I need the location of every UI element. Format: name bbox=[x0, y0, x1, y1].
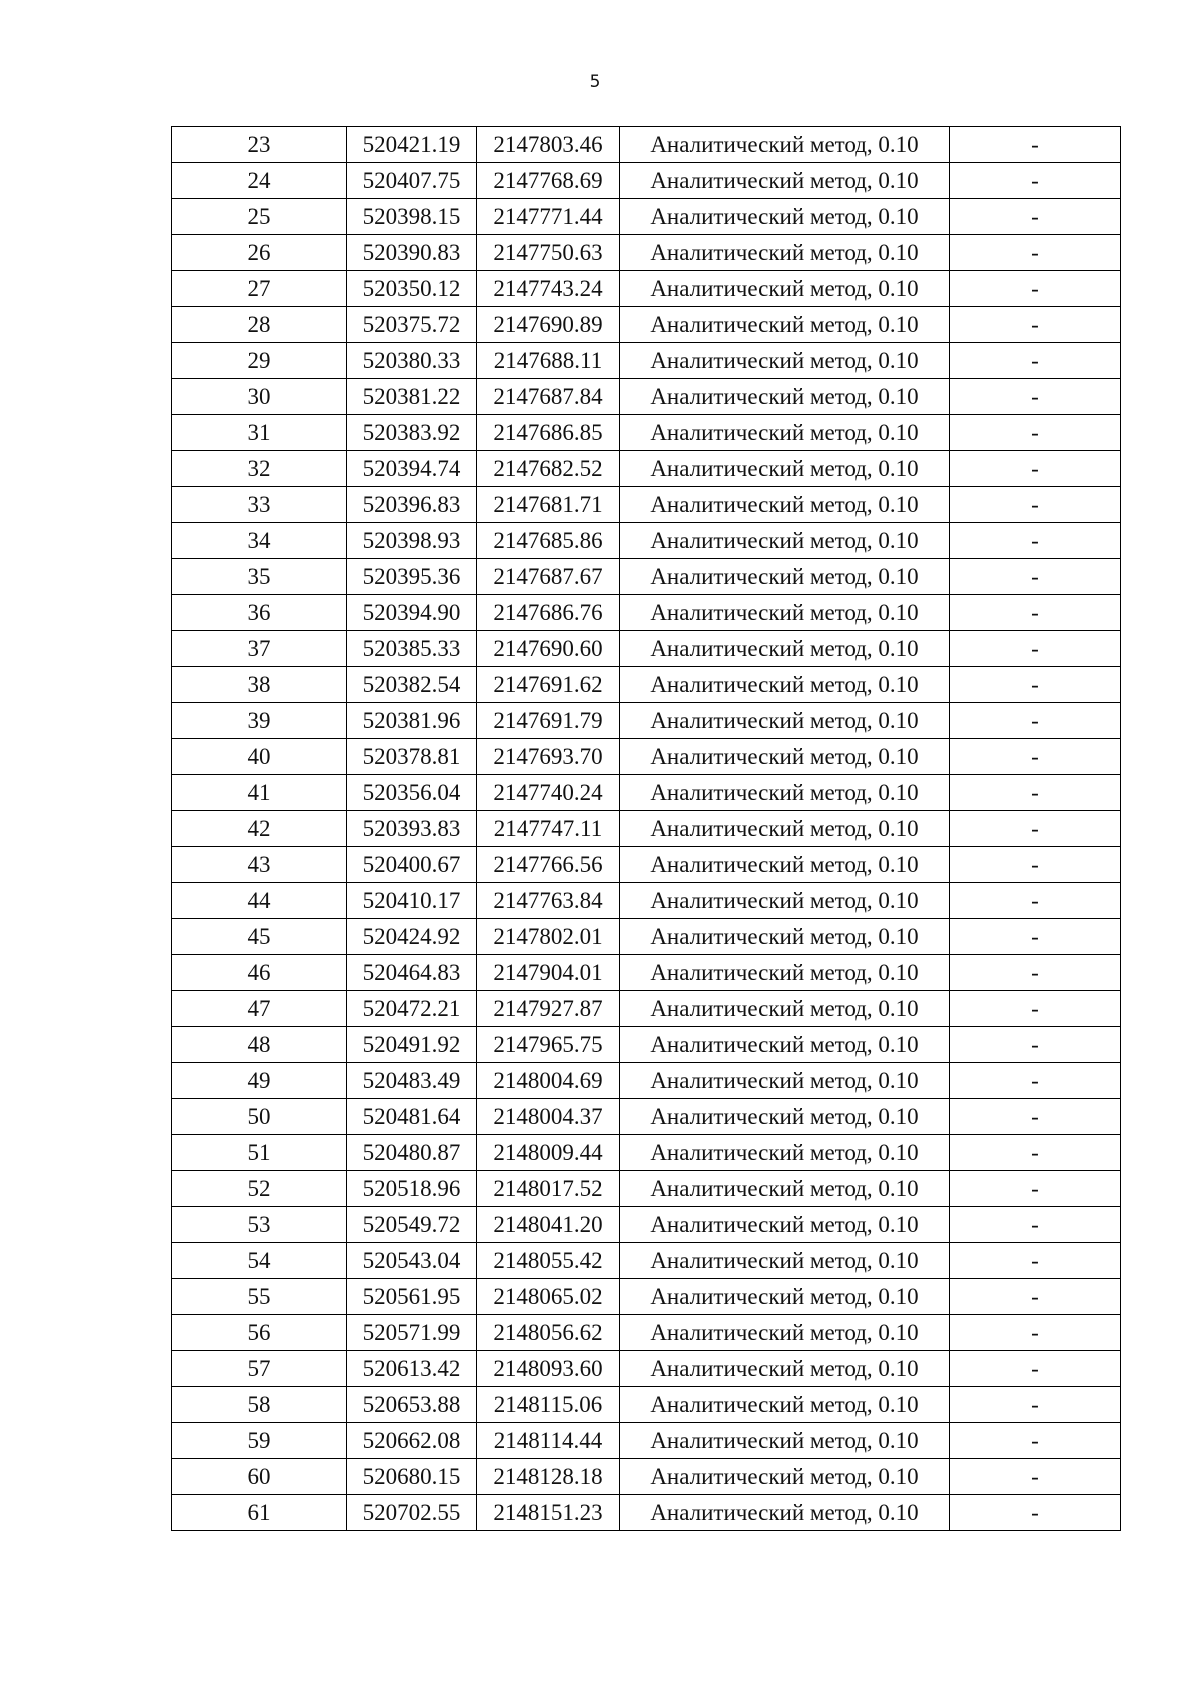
coordinates-table-body bbox=[172, 127, 1121, 1531]
x-coordinate-cell: 520464.83 bbox=[347, 955, 477, 991]
point-number-cell: 48 bbox=[172, 1027, 347, 1063]
x-coordinate-cell: 520394.90 bbox=[347, 595, 477, 631]
point-number-cell: 25 bbox=[172, 199, 347, 235]
y-coordinate-cell: 2147693.70 bbox=[477, 739, 620, 775]
y-coordinate-cell: 2148004.37 bbox=[477, 1099, 620, 1135]
table-row bbox=[172, 703, 1121, 739]
y-coordinate-cell: 2147686.76 bbox=[477, 595, 620, 631]
x-coordinate-cell: 520571.99 bbox=[347, 1315, 477, 1351]
note-cell: - bbox=[950, 1351, 1121, 1387]
point-number-cell: 35 bbox=[172, 559, 347, 595]
table-row bbox=[172, 1135, 1121, 1171]
method-accuracy-cell: Аналитический метод, 0.10 bbox=[620, 847, 950, 883]
table-row bbox=[172, 1351, 1121, 1387]
point-number-cell: 53 bbox=[172, 1207, 347, 1243]
y-coordinate-cell: 2148004.69 bbox=[477, 1063, 620, 1099]
y-coordinate-cell: 2148128.18 bbox=[477, 1459, 620, 1495]
table-row bbox=[172, 775, 1121, 811]
note-cell: - bbox=[950, 1423, 1121, 1459]
table-row bbox=[172, 415, 1121, 451]
method-accuracy-cell: Аналитический метод, 0.10 bbox=[620, 667, 950, 703]
point-number-cell: 61 bbox=[172, 1495, 347, 1531]
x-coordinate-cell: 520549.72 bbox=[347, 1207, 477, 1243]
x-coordinate-cell: 520350.12 bbox=[347, 271, 477, 307]
point-number-cell: 55 bbox=[172, 1279, 347, 1315]
x-coordinate-cell: 520481.64 bbox=[347, 1099, 477, 1135]
x-coordinate-cell: 520356.04 bbox=[347, 775, 477, 811]
table-row bbox=[172, 595, 1121, 631]
note-cell: - bbox=[950, 775, 1121, 811]
method-accuracy-cell: Аналитический метод, 0.10 bbox=[620, 775, 950, 811]
x-coordinate-cell: 520380.33 bbox=[347, 343, 477, 379]
point-number-cell: 30 bbox=[172, 379, 347, 415]
point-number-cell: 43 bbox=[172, 847, 347, 883]
x-coordinate-cell: 520680.15 bbox=[347, 1459, 477, 1495]
method-accuracy-cell: Аналитический метод, 0.10 bbox=[620, 1243, 950, 1279]
x-coordinate-cell: 520400.67 bbox=[347, 847, 477, 883]
x-coordinate-cell: 520702.55 bbox=[347, 1495, 477, 1531]
note-cell: - bbox=[950, 235, 1121, 271]
note-cell: - bbox=[950, 1063, 1121, 1099]
point-number-cell: 51 bbox=[172, 1135, 347, 1171]
note-cell: - bbox=[950, 703, 1121, 739]
point-number-cell: 54 bbox=[172, 1243, 347, 1279]
point-number-cell: 49 bbox=[172, 1063, 347, 1099]
method-accuracy-cell: Аналитический метод, 0.10 bbox=[620, 1495, 950, 1531]
x-coordinate-cell: 520393.83 bbox=[347, 811, 477, 847]
method-accuracy-cell: Аналитический метод, 0.10 bbox=[620, 919, 950, 955]
method-accuracy-cell: Аналитический метод, 0.10 bbox=[620, 451, 950, 487]
note-cell: - bbox=[950, 1171, 1121, 1207]
method-accuracy-cell: Аналитический метод, 0.10 bbox=[620, 1315, 950, 1351]
point-number-cell: 32 bbox=[172, 451, 347, 487]
x-coordinate-cell: 520382.54 bbox=[347, 667, 477, 703]
x-coordinate-cell: 520543.04 bbox=[347, 1243, 477, 1279]
method-accuracy-cell: Аналитический метод, 0.10 bbox=[620, 379, 950, 415]
point-number-cell: 33 bbox=[172, 487, 347, 523]
y-coordinate-cell: 2148055.42 bbox=[477, 1243, 620, 1279]
note-cell: - bbox=[950, 1315, 1121, 1351]
y-coordinate-cell: 2147904.01 bbox=[477, 955, 620, 991]
x-coordinate-cell: 520407.75 bbox=[347, 163, 477, 199]
method-accuracy-cell: Аналитический метод, 0.10 bbox=[620, 199, 950, 235]
point-number-cell: 34 bbox=[172, 523, 347, 559]
note-cell: - bbox=[950, 163, 1121, 199]
table-row bbox=[172, 1279, 1121, 1315]
method-accuracy-cell: Аналитический метод, 0.10 bbox=[620, 1279, 950, 1315]
note-cell: - bbox=[950, 1495, 1121, 1531]
x-coordinate-cell: 520483.49 bbox=[347, 1063, 477, 1099]
table-row bbox=[172, 1207, 1121, 1243]
y-coordinate-cell: 2147691.79 bbox=[477, 703, 620, 739]
note-cell: - bbox=[950, 199, 1121, 235]
y-coordinate-cell: 2147690.60 bbox=[477, 631, 620, 667]
point-number-cell: 38 bbox=[172, 667, 347, 703]
method-accuracy-cell: Аналитический метод, 0.10 bbox=[620, 883, 950, 919]
point-number-cell: 46 bbox=[172, 955, 347, 991]
method-accuracy-cell: Аналитический метод, 0.10 bbox=[620, 1063, 950, 1099]
x-coordinate-cell: 520613.42 bbox=[347, 1351, 477, 1387]
point-number-cell: 42 bbox=[172, 811, 347, 847]
x-coordinate-cell: 520383.92 bbox=[347, 415, 477, 451]
x-coordinate-cell: 520491.92 bbox=[347, 1027, 477, 1063]
y-coordinate-cell: 2147682.52 bbox=[477, 451, 620, 487]
note-cell: - bbox=[950, 1387, 1121, 1423]
y-coordinate-cell: 2147691.62 bbox=[477, 667, 620, 703]
x-coordinate-cell: 520378.81 bbox=[347, 739, 477, 775]
method-accuracy-cell: Аналитический метод, 0.10 bbox=[620, 487, 950, 523]
table-row bbox=[172, 955, 1121, 991]
table-row bbox=[172, 811, 1121, 847]
note-cell: - bbox=[950, 451, 1121, 487]
note-cell: - bbox=[950, 1027, 1121, 1063]
y-coordinate-cell: 2147687.84 bbox=[477, 379, 620, 415]
table-row bbox=[172, 559, 1121, 595]
y-coordinate-cell: 2148017.52 bbox=[477, 1171, 620, 1207]
y-coordinate-cell: 2147750.63 bbox=[477, 235, 620, 271]
table-row bbox=[172, 271, 1121, 307]
x-coordinate-cell: 520385.33 bbox=[347, 631, 477, 667]
point-number-cell: 57 bbox=[172, 1351, 347, 1387]
point-number-cell: 24 bbox=[172, 163, 347, 199]
y-coordinate-cell: 2147763.84 bbox=[477, 883, 620, 919]
point-number-cell: 52 bbox=[172, 1171, 347, 1207]
y-coordinate-cell: 2148093.60 bbox=[477, 1351, 620, 1387]
note-cell: - bbox=[950, 955, 1121, 991]
x-coordinate-cell: 520381.96 bbox=[347, 703, 477, 739]
method-accuracy-cell: Аналитический метод, 0.10 bbox=[620, 955, 950, 991]
table-row bbox=[172, 991, 1121, 1027]
x-coordinate-cell: 520480.87 bbox=[347, 1135, 477, 1171]
table-row bbox=[172, 1171, 1121, 1207]
note-cell: - bbox=[950, 595, 1121, 631]
y-coordinate-cell: 2148151.23 bbox=[477, 1495, 620, 1531]
table-row bbox=[172, 343, 1121, 379]
note-cell: - bbox=[950, 991, 1121, 1027]
x-coordinate-cell: 520375.72 bbox=[347, 307, 477, 343]
table-row bbox=[172, 847, 1121, 883]
table-row bbox=[172, 523, 1121, 559]
note-cell: - bbox=[950, 739, 1121, 775]
table-row bbox=[172, 1387, 1121, 1423]
coordinates-table bbox=[171, 126, 1121, 1531]
table-row bbox=[172, 1099, 1121, 1135]
note-cell: - bbox=[950, 1135, 1121, 1171]
table-row bbox=[172, 1495, 1121, 1531]
page-number: 5 bbox=[589, 72, 601, 92]
y-coordinate-cell: 2147743.24 bbox=[477, 271, 620, 307]
y-coordinate-cell: 2147688.11 bbox=[477, 343, 620, 379]
table-row bbox=[172, 1459, 1121, 1495]
y-coordinate-cell: 2148114.44 bbox=[477, 1423, 620, 1459]
note-cell: - bbox=[950, 379, 1121, 415]
point-number-cell: 45 bbox=[172, 919, 347, 955]
method-accuracy-cell: Аналитический метод, 0.10 bbox=[620, 1387, 950, 1423]
y-coordinate-cell: 2147681.71 bbox=[477, 487, 620, 523]
method-accuracy-cell: Аналитический метод, 0.10 bbox=[620, 1207, 950, 1243]
y-coordinate-cell: 2147802.01 bbox=[477, 919, 620, 955]
x-coordinate-cell: 520662.08 bbox=[347, 1423, 477, 1459]
x-coordinate-cell: 520518.96 bbox=[347, 1171, 477, 1207]
x-coordinate-cell: 520410.17 bbox=[347, 883, 477, 919]
method-accuracy-cell: Аналитический метод, 0.10 bbox=[620, 235, 950, 271]
x-coordinate-cell: 520398.93 bbox=[347, 523, 477, 559]
table-row bbox=[172, 199, 1121, 235]
y-coordinate-cell: 2147687.67 bbox=[477, 559, 620, 595]
note-cell: - bbox=[950, 1459, 1121, 1495]
y-coordinate-cell: 2147685.86 bbox=[477, 523, 620, 559]
table-row bbox=[172, 739, 1121, 775]
note-cell: - bbox=[950, 631, 1121, 667]
note-cell: - bbox=[950, 127, 1121, 163]
note-cell: - bbox=[950, 811, 1121, 847]
x-coordinate-cell: 520398.15 bbox=[347, 199, 477, 235]
table-row bbox=[172, 1063, 1121, 1099]
method-accuracy-cell: Аналитический метод, 0.10 bbox=[620, 811, 950, 847]
y-coordinate-cell: 2147690.89 bbox=[477, 307, 620, 343]
table-row bbox=[172, 1027, 1121, 1063]
x-coordinate-cell: 520421.19 bbox=[347, 127, 477, 163]
x-coordinate-cell: 520653.88 bbox=[347, 1387, 477, 1423]
y-coordinate-cell: 2147927.87 bbox=[477, 991, 620, 1027]
table-row bbox=[172, 667, 1121, 703]
y-coordinate-cell: 2147771.44 bbox=[477, 199, 620, 235]
note-cell: - bbox=[950, 1207, 1121, 1243]
method-accuracy-cell: Аналитический метод, 0.10 bbox=[620, 703, 950, 739]
point-number-cell: 40 bbox=[172, 739, 347, 775]
table-row bbox=[172, 883, 1121, 919]
y-coordinate-cell: 2148009.44 bbox=[477, 1135, 620, 1171]
table-row bbox=[172, 451, 1121, 487]
method-accuracy-cell: Аналитический метод, 0.10 bbox=[620, 271, 950, 307]
point-number-cell: 47 bbox=[172, 991, 347, 1027]
point-number-cell: 29 bbox=[172, 343, 347, 379]
x-coordinate-cell: 520396.83 bbox=[347, 487, 477, 523]
method-accuracy-cell: Аналитический метод, 0.10 bbox=[620, 631, 950, 667]
table-row bbox=[172, 379, 1121, 415]
method-accuracy-cell: Аналитический метод, 0.10 bbox=[620, 415, 950, 451]
x-coordinate-cell: 520390.83 bbox=[347, 235, 477, 271]
y-coordinate-cell: 2147766.56 bbox=[477, 847, 620, 883]
note-cell: - bbox=[950, 343, 1121, 379]
method-accuracy-cell: Аналитический метод, 0.10 bbox=[620, 1459, 950, 1495]
note-cell: - bbox=[950, 1243, 1121, 1279]
x-coordinate-cell: 520394.74 bbox=[347, 451, 477, 487]
x-coordinate-cell: 520561.95 bbox=[347, 1279, 477, 1315]
y-coordinate-cell: 2147740.24 bbox=[477, 775, 620, 811]
point-number-cell: 56 bbox=[172, 1315, 347, 1351]
y-coordinate-cell: 2148041.20 bbox=[477, 1207, 620, 1243]
point-number-cell: 28 bbox=[172, 307, 347, 343]
method-accuracy-cell: Аналитический метод, 0.10 bbox=[620, 559, 950, 595]
method-accuracy-cell: Аналитический метод, 0.10 bbox=[620, 1027, 950, 1063]
point-number-cell: 27 bbox=[172, 271, 347, 307]
note-cell: - bbox=[950, 487, 1121, 523]
point-number-cell: 60 bbox=[172, 1459, 347, 1495]
note-cell: - bbox=[950, 523, 1121, 559]
table-row bbox=[172, 1423, 1121, 1459]
point-number-cell: 23 bbox=[172, 127, 347, 163]
method-accuracy-cell: Аналитический метод, 0.10 bbox=[620, 991, 950, 1027]
method-accuracy-cell: Аналитический метод, 0.10 bbox=[620, 163, 950, 199]
method-accuracy-cell: Аналитический метод, 0.10 bbox=[620, 1423, 950, 1459]
method-accuracy-cell: Аналитический метод, 0.10 bbox=[620, 739, 950, 775]
table-row bbox=[172, 127, 1121, 163]
method-accuracy-cell: Аналитический метод, 0.10 bbox=[620, 1171, 950, 1207]
point-number-cell: 31 bbox=[172, 415, 347, 451]
y-coordinate-cell: 2147747.11 bbox=[477, 811, 620, 847]
note-cell: - bbox=[950, 667, 1121, 703]
point-number-cell: 41 bbox=[172, 775, 347, 811]
x-coordinate-cell: 520381.22 bbox=[347, 379, 477, 415]
note-cell: - bbox=[950, 919, 1121, 955]
note-cell: - bbox=[950, 559, 1121, 595]
note-cell: - bbox=[950, 883, 1121, 919]
point-number-cell: 39 bbox=[172, 703, 347, 739]
table-row bbox=[172, 919, 1121, 955]
method-accuracy-cell: Аналитический метод, 0.10 bbox=[620, 1135, 950, 1171]
y-coordinate-cell: 2148115.06 bbox=[477, 1387, 620, 1423]
method-accuracy-cell: Аналитический метод, 0.10 bbox=[620, 523, 950, 559]
x-coordinate-cell: 520424.92 bbox=[347, 919, 477, 955]
method-accuracy-cell: Аналитический метод, 0.10 bbox=[620, 595, 950, 631]
table-row bbox=[172, 307, 1121, 343]
y-coordinate-cell: 2147965.75 bbox=[477, 1027, 620, 1063]
y-coordinate-cell: 2147803.46 bbox=[477, 127, 620, 163]
table-row bbox=[172, 235, 1121, 271]
table-row bbox=[172, 163, 1121, 199]
method-accuracy-cell: Аналитический метод, 0.10 bbox=[620, 127, 950, 163]
note-cell: - bbox=[950, 415, 1121, 451]
point-number-cell: 36 bbox=[172, 595, 347, 631]
table-row bbox=[172, 1243, 1121, 1279]
point-number-cell: 50 bbox=[172, 1099, 347, 1135]
method-accuracy-cell: Аналитический метод, 0.10 bbox=[620, 343, 950, 379]
note-cell: - bbox=[950, 847, 1121, 883]
note-cell: - bbox=[950, 271, 1121, 307]
x-coordinate-cell: 520472.21 bbox=[347, 991, 477, 1027]
table-row bbox=[172, 1315, 1121, 1351]
method-accuracy-cell: Аналитический метод, 0.10 bbox=[620, 307, 950, 343]
y-coordinate-cell: 2148065.02 bbox=[477, 1279, 620, 1315]
note-cell: - bbox=[950, 307, 1121, 343]
y-coordinate-cell: 2147768.69 bbox=[477, 163, 620, 199]
point-number-cell: 44 bbox=[172, 883, 347, 919]
point-number-cell: 26 bbox=[172, 235, 347, 271]
x-coordinate-cell: 520395.36 bbox=[347, 559, 477, 595]
point-number-cell: 37 bbox=[172, 631, 347, 667]
note-cell: - bbox=[950, 1099, 1121, 1135]
y-coordinate-cell: 2147686.85 bbox=[477, 415, 620, 451]
point-number-cell: 59 bbox=[172, 1423, 347, 1459]
y-coordinate-cell: 2148056.62 bbox=[477, 1315, 620, 1351]
method-accuracy-cell: Аналитический метод, 0.10 bbox=[620, 1099, 950, 1135]
note-cell: - bbox=[950, 1279, 1121, 1315]
table-row bbox=[172, 631, 1121, 667]
table-row bbox=[172, 487, 1121, 523]
method-accuracy-cell: Аналитический метод, 0.10 bbox=[620, 1351, 950, 1387]
point-number-cell: 58 bbox=[172, 1387, 347, 1423]
